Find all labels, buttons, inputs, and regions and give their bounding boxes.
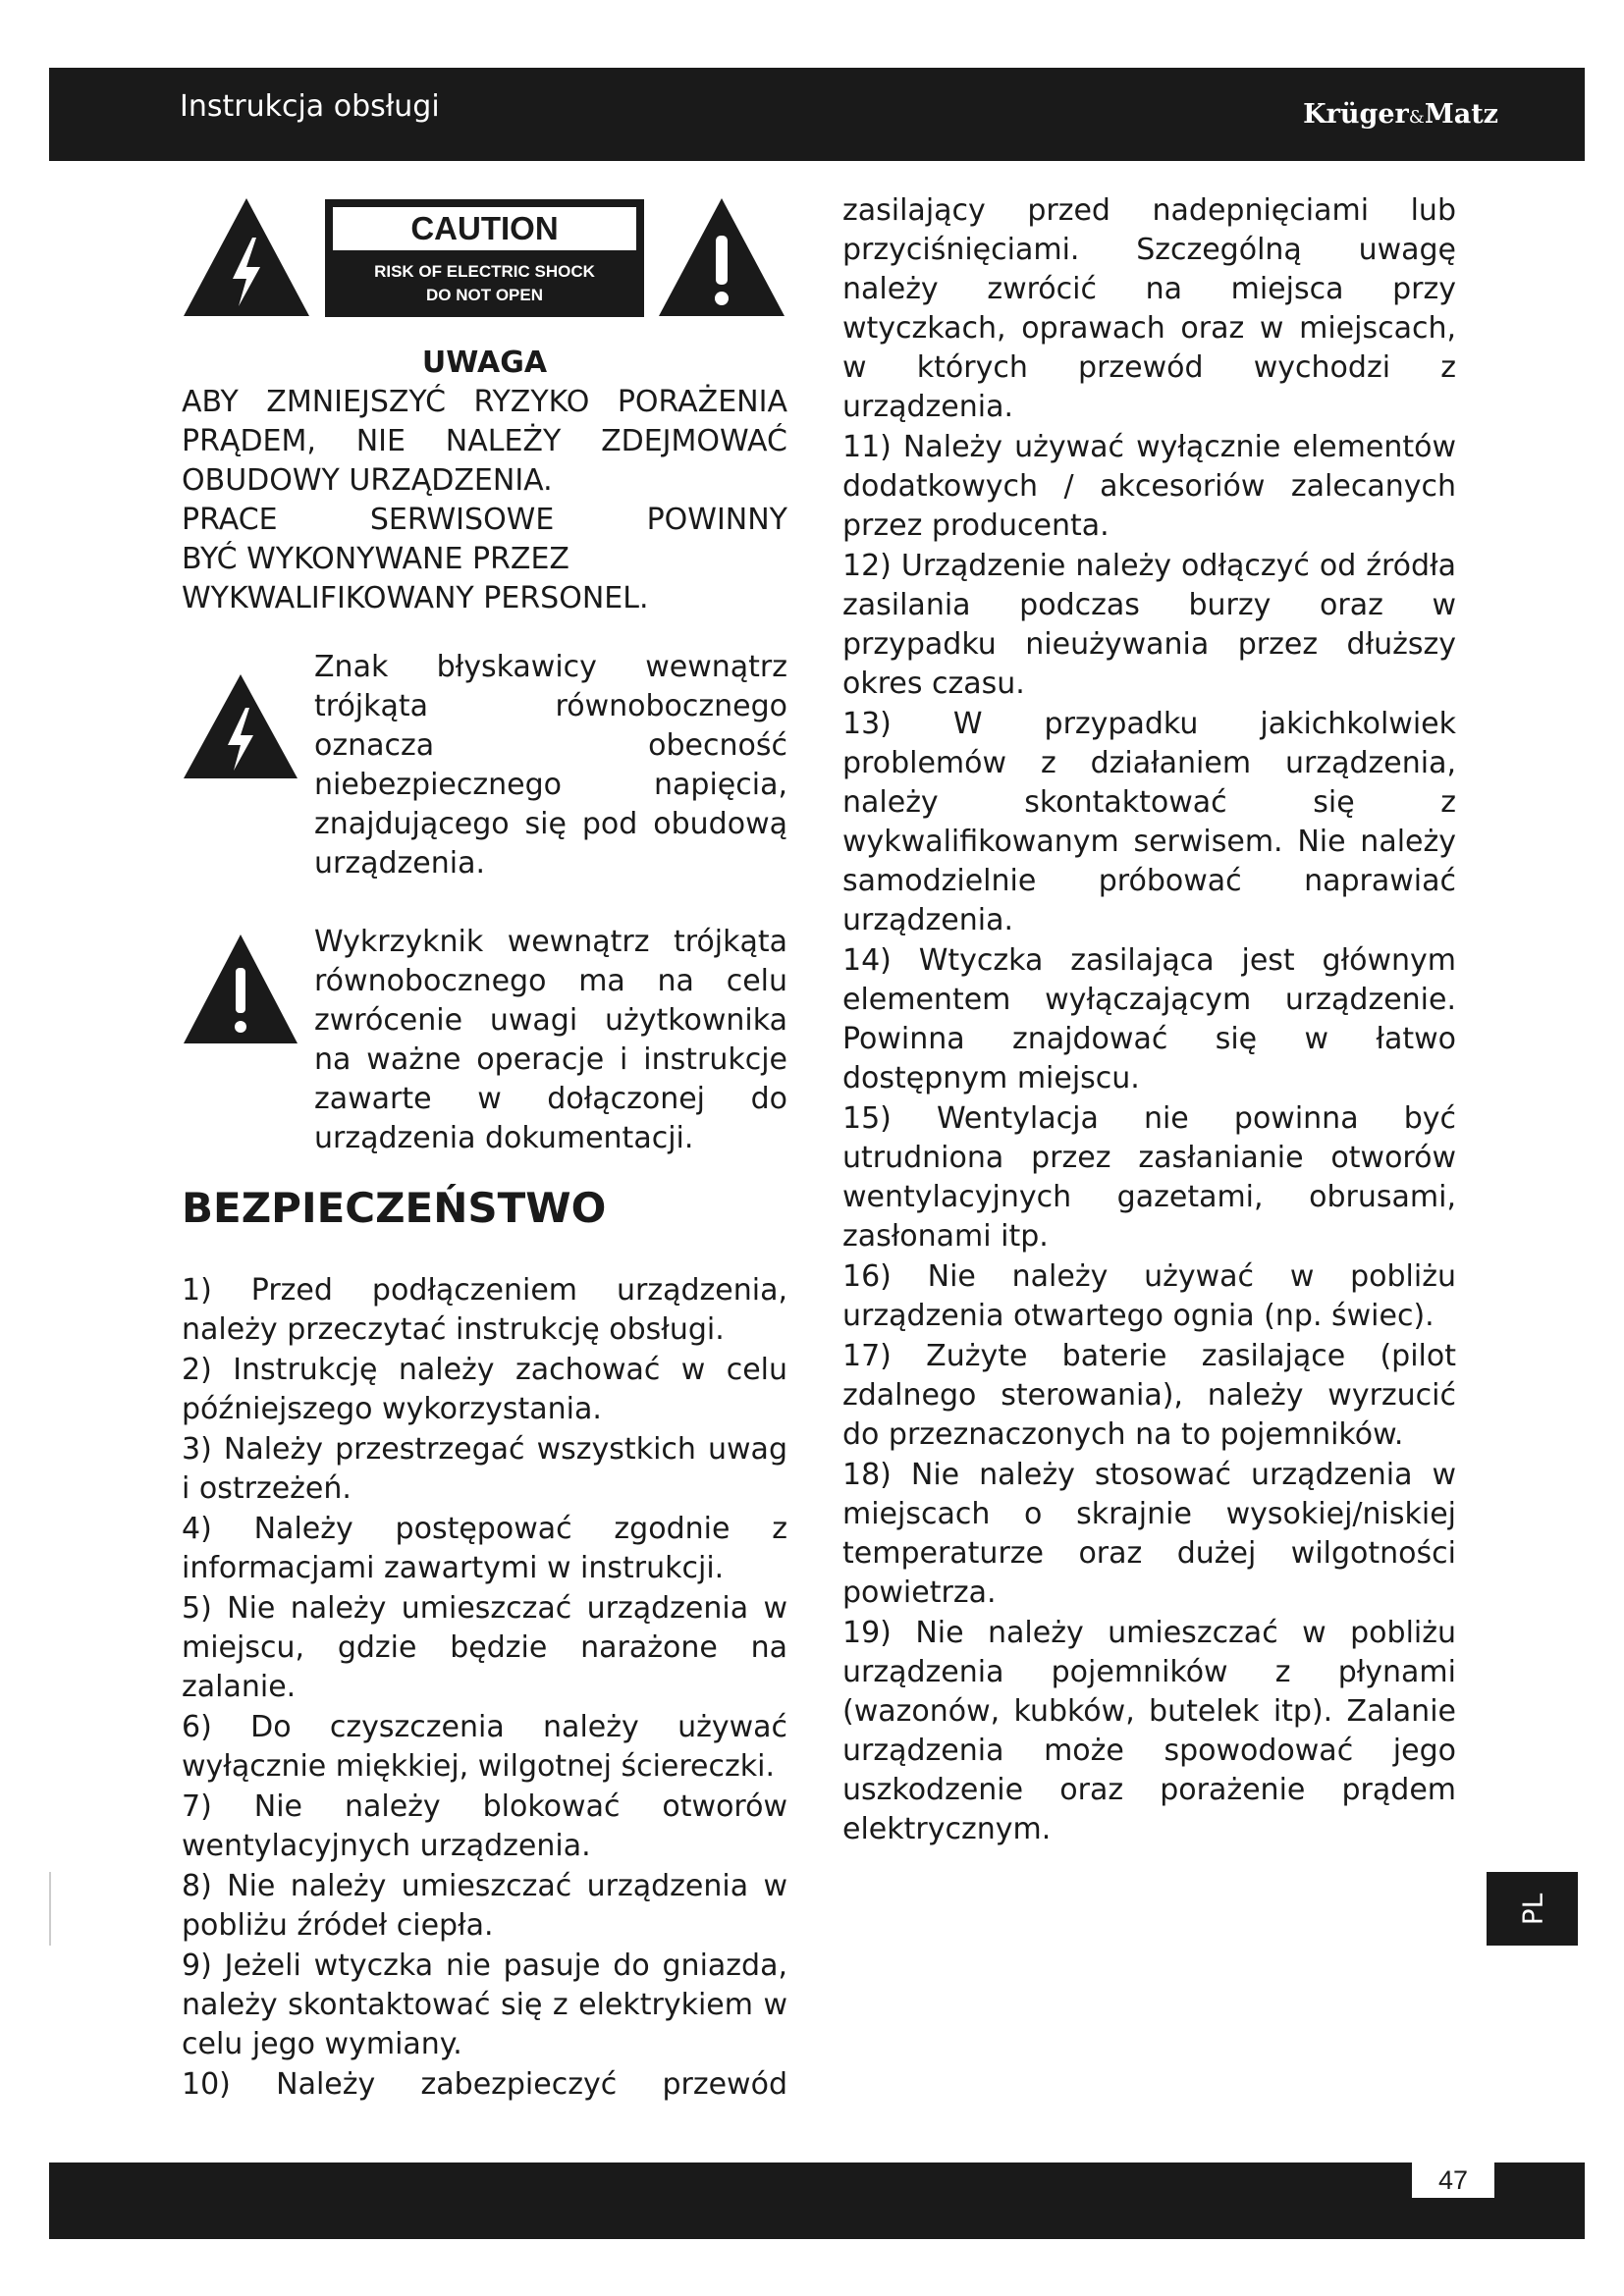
lightning-symbol-icon bbox=[182, 672, 299, 780]
safety-item: 4) Należy postępować zgodnie z informacjami zawartymi w instrukcji. bbox=[182, 1512, 787, 1585]
warning-line: PRACE SERWISOWE POWINNY bbox=[182, 503, 787, 537]
safety-item: 17) Zużyte baterie zasilające (pilot zdalnego sterowania), należy wyrzucić do przeznaczonych na to pojemników. bbox=[842, 1339, 1456, 1452]
page-number: 47 bbox=[1412, 2163, 1494, 2198]
warning-line: BYĆ WYKONYWANE PRZEZ bbox=[182, 542, 569, 576]
lightning-symbol-block bbox=[182, 648, 787, 883]
safety-item: 11) Należy używać wyłącznie elementów dodatkowych / akcesoriów zalecanych przez producenta. bbox=[842, 430, 1456, 543]
exclamation-symbol-block bbox=[182, 923, 787, 1158]
caution-row bbox=[182, 196, 787, 324]
safety-item: 8) Nie należy umieszczać urządzenia w pobliżu źródeł ciepła. bbox=[182, 1869, 787, 1943]
warning-line: WYKWALIFIKOWANY PERSONEL. bbox=[182, 581, 649, 615]
warning-line: ABY ZMNIEJSZYĆ RYZYKO PORAŻENIA bbox=[182, 385, 787, 419]
lightning-warning-icon bbox=[182, 196, 311, 318]
language-tab bbox=[1487, 1872, 1578, 1946]
exclamation-symbol-icon bbox=[182, 933, 299, 1045]
caution-subtext bbox=[325, 260, 644, 307]
exclamation-warning-icon bbox=[657, 196, 786, 318]
safety-item: 7) Nie należy blokować otworów wentylacyjnych urządzenia. bbox=[182, 1789, 787, 1863]
caution-heading: CAUTION bbox=[333, 207, 636, 250]
safety-title: BEZPIECZEŃSTWO bbox=[182, 1184, 607, 1232]
margin-mark bbox=[49, 1872, 51, 1946]
safety-item: 14) Wtyczka zasilająca jest głównym elementem wyłączającym urządzenie. Powinna znajdować się w łatwo dostępnym miejscu. bbox=[842, 943, 1456, 1095]
caution-label bbox=[325, 199, 644, 317]
safety-item: 12) Urządzenie należy odłączyć od źródła zasilania podczas burzy oraz w przypadku nieużywania przez dłuższy okres czasu. bbox=[842, 549, 1456, 701]
warning-text bbox=[182, 383, 787, 618]
brand-logo bbox=[1303, 99, 1498, 130]
warning-title: UWAGA bbox=[421, 346, 548, 380]
safety-item: 16) Nie należy używać w pobliżu urządzenia otwartego ognia (np. świec). bbox=[842, 1259, 1456, 1333]
footer-bar bbox=[49, 2163, 1585, 2239]
safety-item: 10) Należy zabezpieczyć przewód bbox=[182, 2067, 787, 2102]
warning-line: OBUDOWY URZĄDZENIA. bbox=[182, 463, 553, 498]
safety-item: 5) Nie należy umieszczać urządzenia w miejscu, gdzie będzie narażone na zalanie. bbox=[182, 1591, 787, 1704]
caution-line-1: RISK OF ELECTRIC SHOCK bbox=[374, 262, 595, 281]
safety-item: 9) Jeżeli wtyczka nie pasuje do gniazda, należy skontaktować się z elektrykiem w celu jego wymiany. bbox=[182, 1949, 787, 2061]
brand-amp: & bbox=[1408, 107, 1425, 128]
caution-line-2: DO NOT OPEN bbox=[425, 286, 543, 304]
warning-line: PRĄDEM, NIE NALEŻY ZDEJMOWAĆ bbox=[182, 424, 787, 458]
safety-item: 19) Nie należy umieszczać w pobliżu urządzenia pojemników z płynami (wazonów, kubków, butelek itp). Zalanie urządzenia może spowodować jego uszkodzenie oraz porażenie prądem elektrycznym. bbox=[842, 1616, 1456, 1846]
safety-item: 15) Wentylacja nie powinna być utrudniona przez zasłanianie otworów wentylacyjnych gazetami, obrusami, zasłonami itp. bbox=[842, 1101, 1456, 1254]
safety-item: 18) Nie należy stosować urządzenia w miejscach o skrajnie wysokiej/niskiej temperaturze oraz dużej wilgotności powietrza. bbox=[842, 1458, 1456, 1610]
safety-item: 13) W przypadku jakichkolwiek problemów z działaniem urządzenia, należy skontaktować się z wykwalifikowanym serwisem. Nie należy samodzielnie próbować naprawiać urządzenia. bbox=[842, 707, 1456, 937]
header-bar bbox=[49, 68, 1585, 161]
safety-item: 1) Przed podłączeniem urządzenia, należy przeczytać instrukcję obsługi. bbox=[182, 1273, 787, 1347]
safety-item: 3) Należy przestrzegać wszystkich uwag i ostrzeżeń. bbox=[182, 1432, 787, 1506]
header-title: Instrukcja obsługi bbox=[180, 89, 440, 124]
left-column bbox=[182, 196, 787, 2106]
exclamation-symbol-description: Wykrzyknik wewnątrz trójkąta równobocznego ma na celu zwrócenie uwagi użytkownika na ważne operacje i instrukcje zawarte w dołączonej do urządzenia dokumentacji. bbox=[314, 925, 787, 1155]
brand-main: Krüger bbox=[1303, 99, 1409, 130]
language-tab-label: PL bbox=[1516, 1893, 1548, 1925]
safety-item: zasilający przed nadepnięciami lub przyciśnięciami. Szczególną uwagę należy zwrócić na miejsca przy wtyczkach, oprawach oraz w miejscach, w których przewód wychodzi z urządzenia. bbox=[842, 193, 1456, 424]
lightning-symbol-description: Znak błyskawicy wewnątrz trójkąta równobocznego oznacza obecność niebezpiecznego napięcia, znajdującego się pod obudową urządzenia. bbox=[314, 650, 787, 881]
safety-item: 2) Instrukcję należy zachować w celu późniejszego wykorzystania. bbox=[182, 1353, 787, 1426]
right-column bbox=[842, 191, 1456, 1850]
safety-item: 6) Do czyszczenia należy używać wyłącznie miękkiej, wilgotnej ściereczki. bbox=[182, 1710, 787, 1784]
brand-tail: Matz bbox=[1424, 99, 1498, 130]
